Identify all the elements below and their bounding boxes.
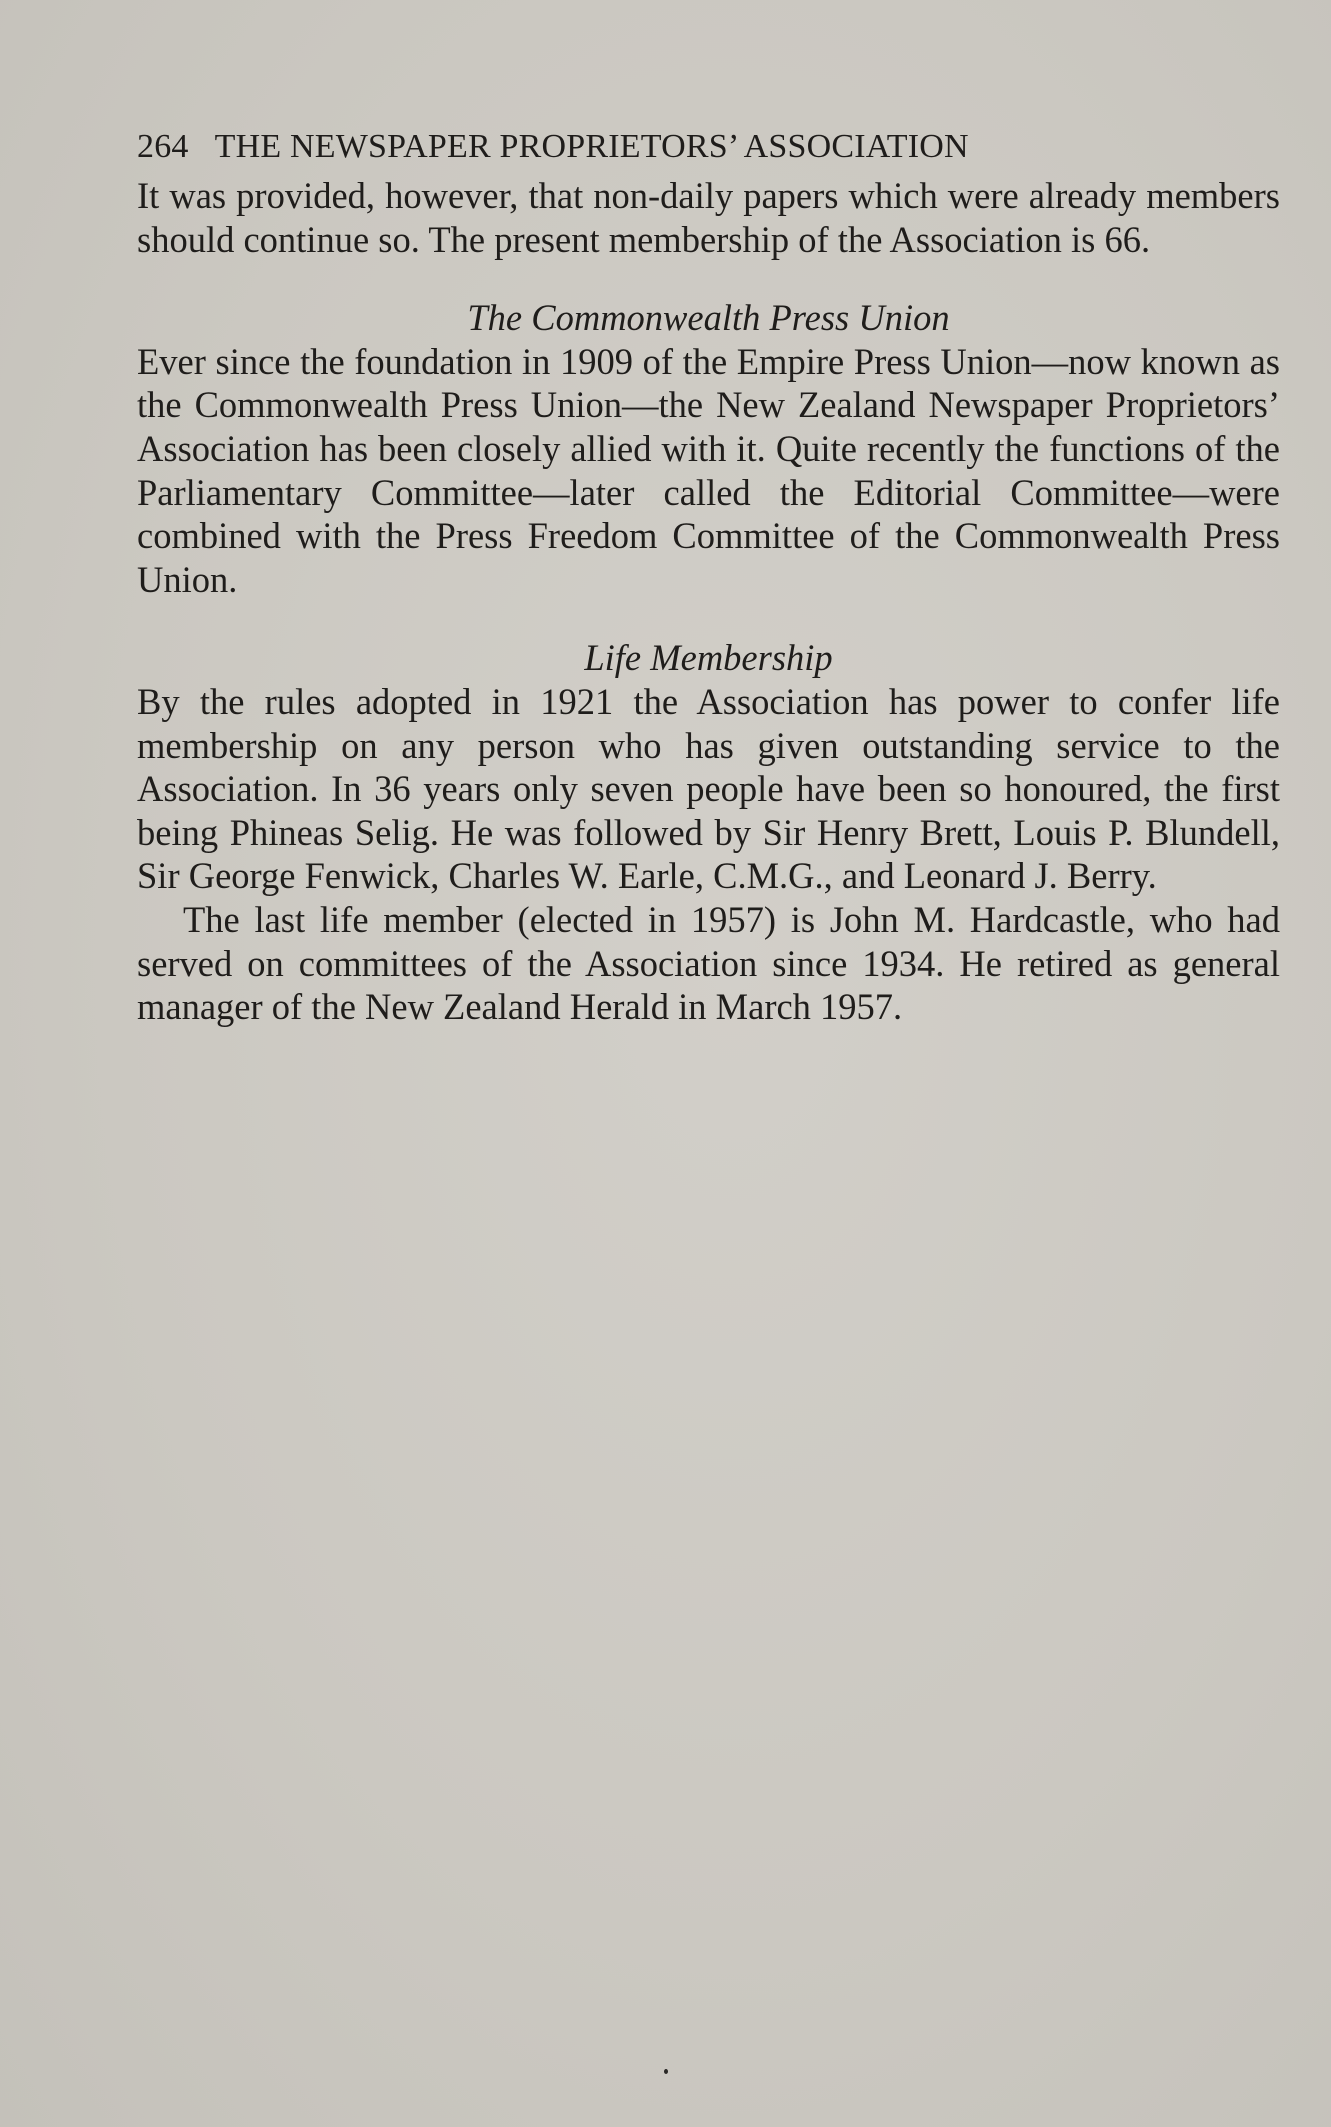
- section-heading-life-membership: Life Membership: [584, 637, 833, 679]
- page-number: 264: [137, 128, 189, 165]
- section-spacer: [137, 261, 1280, 296]
- section-heading-commonwealth-press-union: The Commonwealth Press Union: [467, 297, 950, 339]
- intro-paragraph: It was provided, however, that non-daily papers which were already members should continue so. The present membership of the Association is 66.: [137, 175, 1280, 260]
- print-speck: [664, 2069, 668, 2074]
- running-head: [137, 120, 1280, 174]
- section-spacer: [137, 601, 1280, 636]
- life-membership-paragraph-1: By the rules adopted in 1921 the Association has power to confer life membership on any person who has given outstanding service to the Association. In 36 years only seven people have been so honoured, the first being Phineas Selig. He was followed by Sir Henry Brett, Louis P. Blundell, Sir George Fenwick, Charles W. Earle, C.M.G., and Leonard J. Berry.: [137, 680, 1280, 897]
- running-title: THE NEWSPAPER PROPRIETORS’ ASSOCIATION: [214, 128, 969, 165]
- life-membership-paragraph-2: The last life member (elected in 1957) is John M. Hardcastle, who had served on committees of the Association since 1934. He retired as general manager of the New Zealand Herald in March 1957.: [137, 898, 1280, 1028]
- page-text-block: [137, 120, 1280, 1029]
- commonwealth-press-union-paragraph: Ever since the foundation in 1909 of the Empire Press Union—now known as the Commonwealth Press Union—the New Zealand Newspaper Proprietors’ Association has been closely allied with it. Quite recently the functions of the Parliamentary Committee—later called the Editorial Committee—were combined with the Press Freedom Committee of the Commonwealth Press Union.: [137, 340, 1280, 600]
